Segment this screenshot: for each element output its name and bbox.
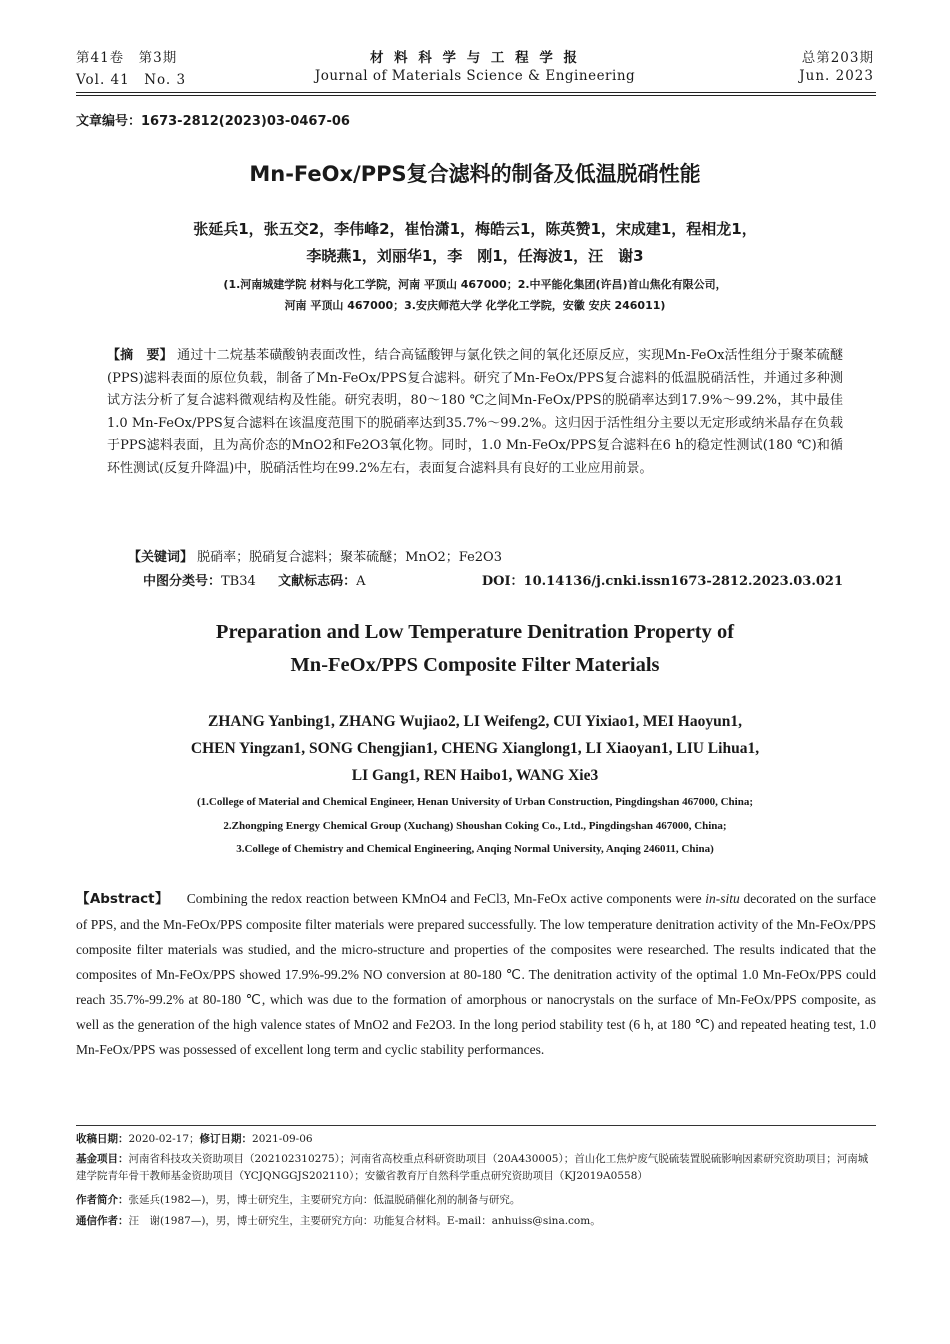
header-volume-en: Vol. 41 No. 3 <box>76 72 187 88</box>
en-affiliation-line1: (1.College of Material and Chemical Engineer, Henan University of Urban Construction, Pingdingshan 467000, China; <box>196 796 754 808</box>
author-bio-label: 作者简介： <box>76 1194 129 1206</box>
received-date: 2020-02-17； <box>128 1133 200 1145</box>
header-volume-cn: 第41卷 第3期 <box>76 50 178 66</box>
clc-label: 中图分类号： <box>143 574 222 589</box>
cn-authors-line2: 李晓燕1，刘丽华1，李 刚1，任海波1，汪 谢3 <box>306 247 644 265</box>
header-journal-cn: 材 料 科 学 与 工 程 学 报 <box>369 50 581 66</box>
header-journal-en: Journal of Materials Science & Engineering <box>314 68 636 84</box>
article-number: 文章编号：1673-2812(2023)03-0467-06 <box>76 114 350 129</box>
en-abstract-text-a: Combining the redox reaction between KMnO4 and FeCl3, Mn-FeOx active components were <box>186 891 706 906</box>
footnote-rule <box>76 1125 876 1126</box>
en-abstract-label: 【Abstract】 <box>76 891 169 907</box>
cn-abstract-label: 【摘 要】 <box>107 348 173 363</box>
cn-title: Mn-FeOx/PPS复合滤料的制备及低温脱硝性能 <box>249 162 701 186</box>
doc-code-value: A <box>356 574 366 589</box>
en-abstract-text-b: decorated on the surface of PPS, and the Mn-FeOx/PPS composite filter materials were prepared successfully. The low temperature denitration activity of the Mn-FeOx/PPS composite filter materials was studied, and the micro-structure and properties of the composites were researched. The results indicated that the composites of Mn-FeOx/PPS showed 17.9%-99.2% NO conversion at 80-180 ℃. The denitration activity of the optimal 1.0 Mn-FeOx/PPS could reach 35.7%-99.2% at 80-180 ℃, which was due to the formation of amorphous or nanocrystals on the surface of Mn-FeOx/PPS composite, as well as the generation of the high valence states of MnO2 and Fe2O3. In the long period stability test (6 h, at 180 ℃) and repeated heating test, 1.0 Mn-FeOx/PPS was possessed of excellent long term and cyclic stability performances. <box>76 891 876 1057</box>
footnote-funding <box>76 1151 876 1185</box>
en-authors-line1: ZHANG Yanbing1, ZHANG Wujiao2, LI Weifeng2, CUI Yixiao1, MEI Haoyun1, <box>208 713 742 730</box>
doi[interactable]: DOI：10.14136/j.cnki.issn1673-2812.2023.03.021 <box>481 574 843 589</box>
header-date-en: Jun. 2023 <box>799 68 874 84</box>
header-rule-thin <box>76 95 876 96</box>
en-affiliation-line2: 2.Zhongping Energy Chemical Group (Xuchang) Shoushan Coking Co., Ltd., Pingdingshan 467000, China; <box>223 820 727 832</box>
corresponding-text: 汪 谢(1987—)，男，博士研究生，主要研究方向：功能复合材料。E-mail：anhuiss@sina.com。 <box>128 1215 601 1227</box>
funding-label: 基金项目： <box>76 1153 129 1165</box>
cn-abstract-text: 通过十二烷基苯磺酸钠表面改性，结合高锰酸钾与氯化铁之间的氧化还原反应，实现Mn-FeOx活性组分于聚苯硫醚(PPS)滤料表面的原位负载，制备了Mn-FeOx/PPS复合滤料。研究了Mn-FeOx/PPS复合滤料的低温脱硝活性，并通过多种测试方法分析了复合滤料微观结构及性能。研究表明，80～180 ℃之间Mn-FeOx/PPS的脱硝率达到17.9%～99.2%，其中最佳1.0 Mn-FeOx/PPS复合滤料在该温度范围下的脱硝率达到35.7%～99.2%。这归因于活性组分主要以无定形或纳米晶存在负载于PPS滤料表面，且为高价态的MnO2和Fe2O3氧化物。同时，1.0 Mn-FeOx/PPS复合滤料在6 h的稳定性测试(180 ℃)和循环性测试(反复升降温)中，脱硝活性均在99.2%左右，表面复合滤料具有良好的工业应用前景。 <box>107 348 843 476</box>
en-authors-line2: CHEN Yingzan1, SONG Chengjian1, CHENG Xianglong1, LI Xiaoyan1, LIU Lihua1, <box>190 740 760 757</box>
en-title-line1: Preparation and Low Temperature Denitration Property of <box>215 621 735 643</box>
keywords-label: 【关键词】 <box>128 550 194 565</box>
revised-label: 修订日期： <box>199 1133 253 1145</box>
en-title-line2: Mn-FeOx/PPS Composite Filter Materials <box>290 654 660 676</box>
footnote-corresponding <box>76 1213 876 1230</box>
clc-value: TB34 <box>221 574 256 589</box>
en-abstract-italic: in-situ <box>705 891 740 906</box>
keywords-text: 脱硝率；脱硝复合滤料；聚苯硫醚；MnO2；Fe2O3 <box>197 550 502 565</box>
cn-keywords <box>128 546 502 565</box>
author-bio-text: 张延兵(1982—)，男，博士研究生，主要研究方向：低温脱硝催化剂的制备与研究。 <box>128 1194 521 1206</box>
revised-date: 2021-09-06 <box>252 1133 313 1145</box>
classification-line <box>143 570 843 589</box>
cn-authors-line1: 张延兵1，张五交2，李伟峰2，崔怡潇1，梅皓云1，陈英赞1，宋成建1，程相龙1， <box>193 220 757 238</box>
footnote-dates <box>76 1131 876 1148</box>
doc-code-label: 文献标志码： <box>278 574 357 589</box>
cn-abstract <box>107 345 843 481</box>
cn-affiliation-line1: (1.河南城建学院 材料与化工学院，河南 平顶山 467000；2.中平能化集团(许昌)首山焦化有限公司， <box>223 278 727 291</box>
en-affiliation-line3: 3.College of Chemistry and Chemical Engineering, Anqing Normal University, Anqing 246011, China) <box>236 843 714 855</box>
header-rule <box>76 92 876 93</box>
en-abstract <box>76 886 876 1062</box>
footnote-author-bio <box>76 1192 876 1209</box>
corresponding-label: 通信作者： <box>76 1215 129 1227</box>
cn-affiliation-line2: 河南 平顶山 467000；3.安庆师范大学 化学化工学院，安徽 安庆 246011) <box>284 299 666 312</box>
header-issue-cn: 总第203期 <box>801 50 874 66</box>
received-label: 收稿日期： <box>76 1133 129 1145</box>
funding-text: 河南省科技攻关资助项目（202102310275）；河南省高校重点科研资助项目（20A430005）；首山化工焦炉废气脱硫装置脱硫影响因素研究资助项目；河南城建学院青年骨干教师基金资助项目（YCJQNGGJS202110）；安徽省教育厅自然科学重点研究资助项目（KJ2019A0558） <box>76 1153 869 1182</box>
en-authors-line3: LI Gang1, REN Haibo1, WANG Xie3 <box>351 767 599 784</box>
